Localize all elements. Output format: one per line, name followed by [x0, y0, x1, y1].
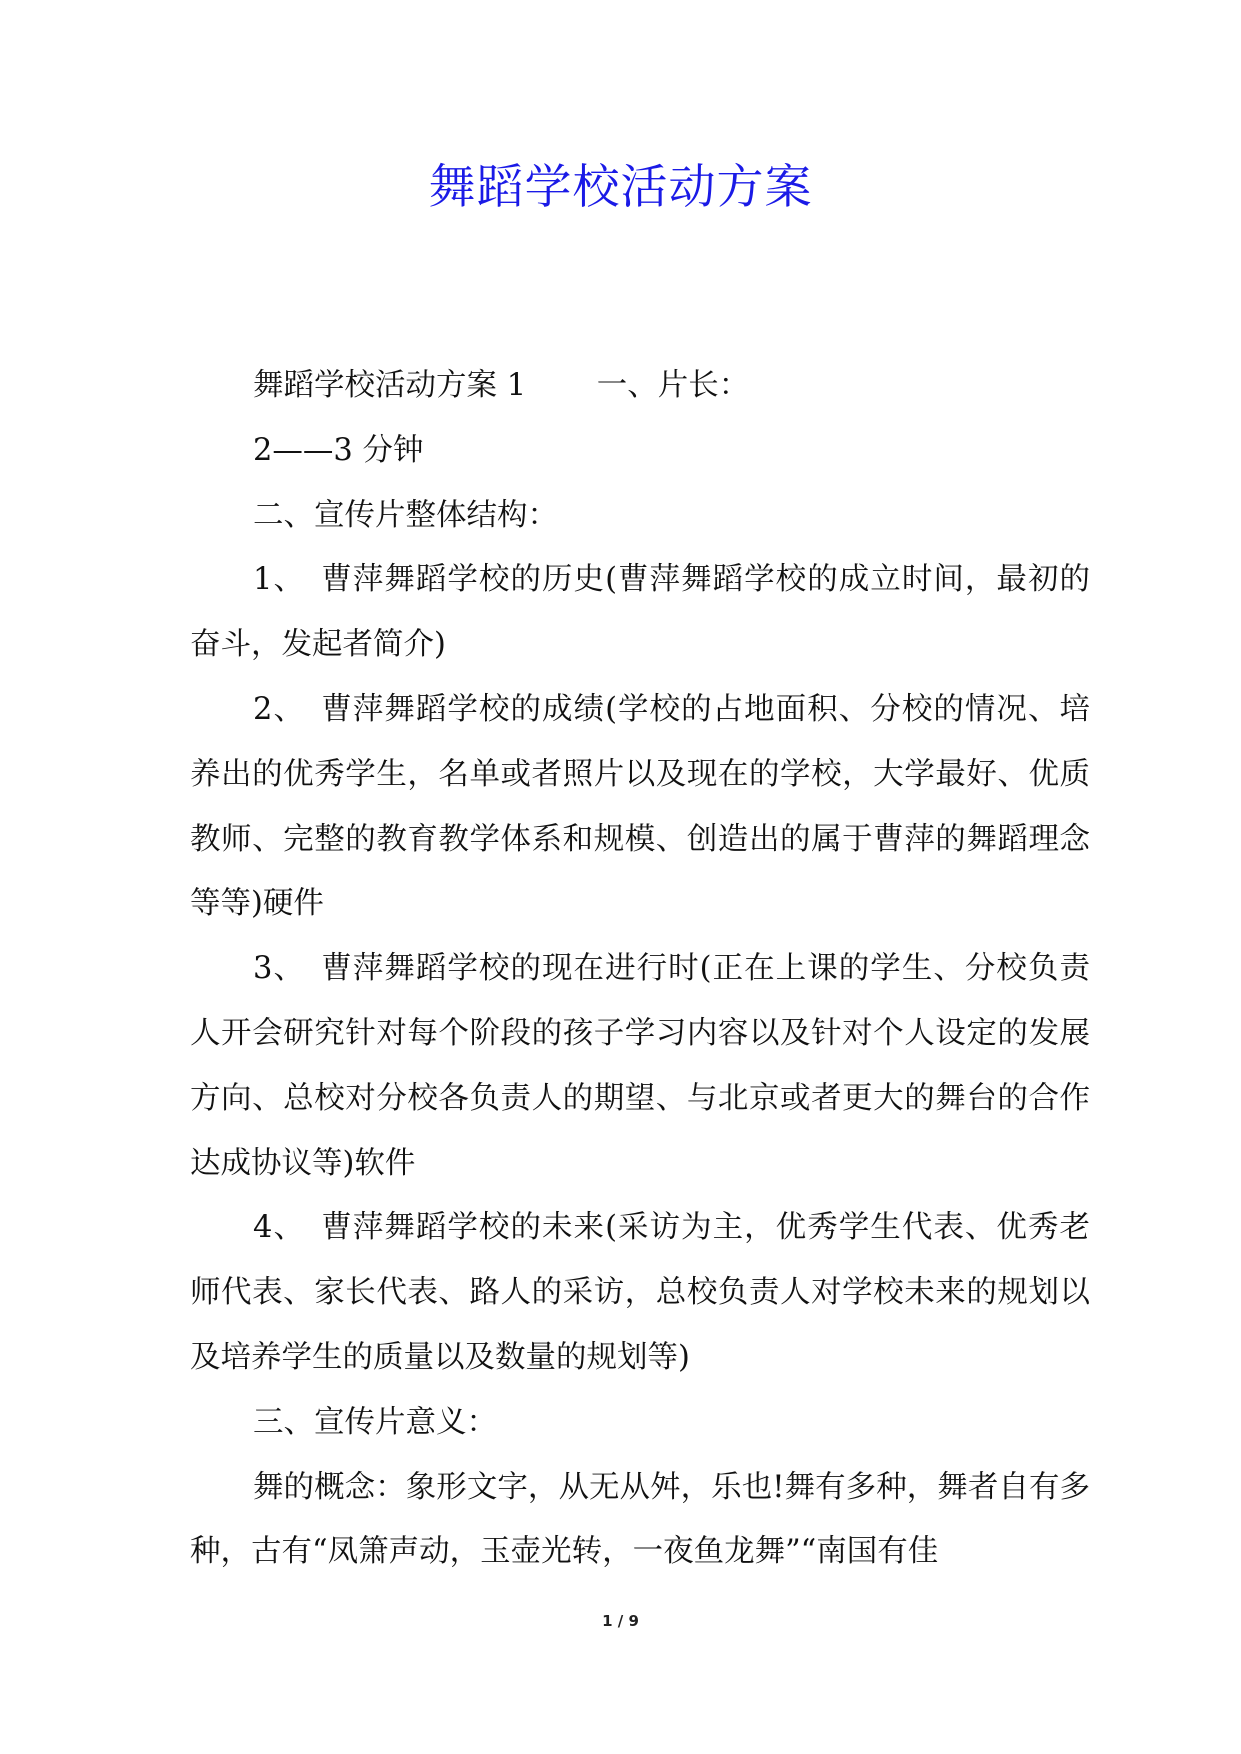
page-number: 1 / 9 — [602, 1612, 639, 1630]
paragraph-item-4: 4、 曹萍舞蹈学校的未来(采访为主，优秀学生代表、优秀老师代表、家长代表、路人的采访，总校负责人对学校未来的规划以及培养学生的质量以及数量的规划等) — [190, 1210, 1090, 1375]
paragraph-duration: 2——3 分钟 — [253, 432, 424, 468]
paragraph-section-two: 二、宣传片整体结构： — [253, 497, 558, 533]
document-body — [190, 354, 1090, 1585]
paragraph-item-2: 2、 曹萍舞蹈学校的成绩(学校的占地面积、分校的情况、培养出的优秀学生，名单或者照片以及现在的学校，大学最好、优质教师、完整的教育教学体系和规模、创造出的属于曹萍的舞蹈理念等等)硬件 — [190, 691, 1090, 922]
paragraph-dance-concept: 舞的概念：象形文字，从无从舛，乐也!舞有多种，舞者自有多种，古有“凤箫声动，玉壶光转，一夜鱼龙舞”“南国有佳 — [190, 1469, 1090, 1570]
paragraph-heading-line: 舞蹈学校活动方案 1 一、片长： — [253, 368, 750, 403]
paragraph-item-3: 3、 曹萍舞蹈学校的现在进行时(正在上课的学生、分校负责人开会研究针对每个阶段的孩子学习内容以及针对个人设定的发展方向、总校对分校各负责人的期望、与北京或者更大的舞台的合作达成协议等)软件 — [190, 951, 1090, 1181]
paragraph-section-three: 三、宣传片意义： — [253, 1404, 497, 1440]
document-title: 舞蹈学校活动方案 — [428, 160, 813, 215]
paragraph-item-1: 1、 曹萍舞蹈学校的历史(曹萍舞蹈学校的成立时间，最初的奋斗，发起者简介) — [190, 562, 1090, 663]
